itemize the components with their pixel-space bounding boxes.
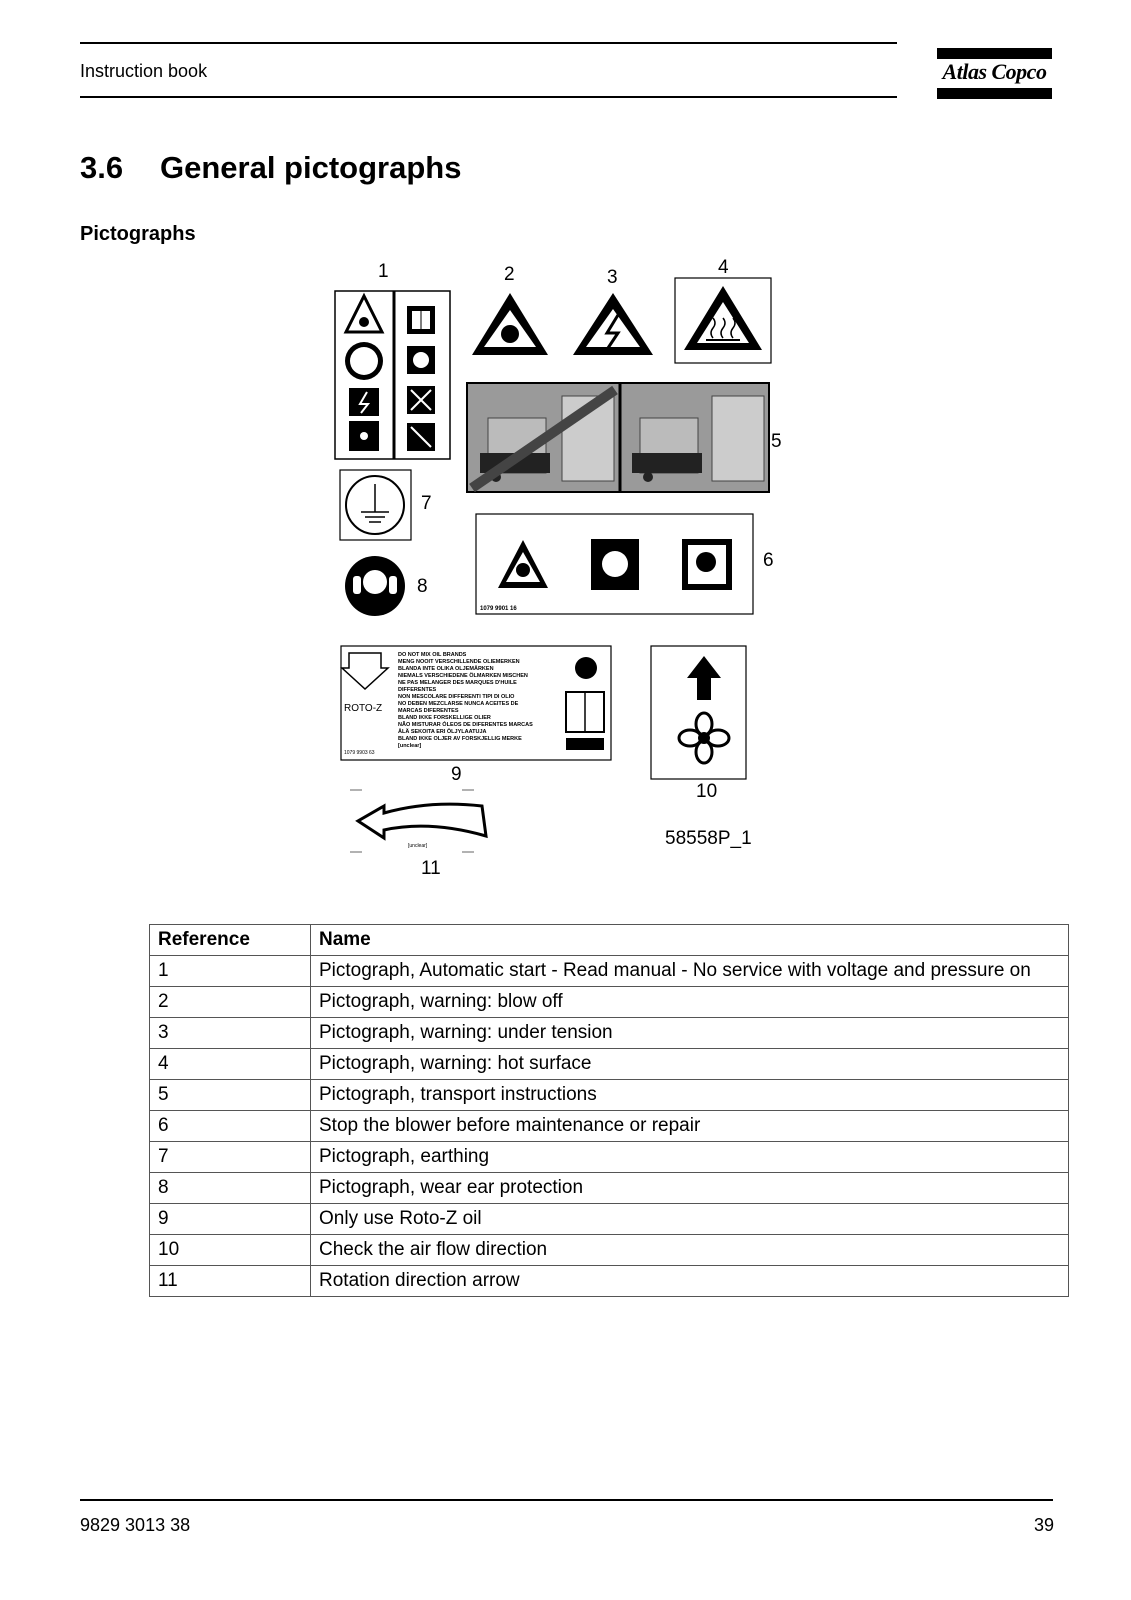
header-bottom-rule [80,96,897,98]
table-row [150,1266,1069,1297]
svg-text:NON MESCOLARE DIFFERENTI TIPI: NON MESCOLARE DIFFERENTI TIPI DI OLIO [398,694,515,700]
label9-oil-text: ROTO-Z [344,703,383,714]
figure-label-5: 5 [771,431,782,452]
table-row [150,1018,1069,1049]
figure-label-4: 4 [718,257,729,278]
table-row [150,1142,1069,1173]
table-header-row [150,925,1069,956]
table-row [150,1111,1069,1142]
reference-cell: 6 [150,1111,311,1142]
reference-cell: 4 [150,1049,311,1080]
pictograph-figure [320,258,820,908]
column-header-name: Name [311,925,1069,956]
header-label: Instruction book [80,61,208,81]
svg-text:NIEMALS VERSCHIEDENE ÖLMARKEN: NIEMALS VERSCHIEDENE ÖLMARKEN MISCHEN [398,673,528,679]
pictograph-6 [476,514,753,614]
svg-text:DO NOT MIX OIL BRANDS: DO NOT MIX OIL BRANDS [398,652,467,658]
svg-text:NO DEBEN MEZCLARSE NUNCA ACEIT: NO DEBEN MEZCLARSE NUNCA ACEITES DE [398,701,519,707]
svg-text:NE PAS MELANGER DES MARQUES D': NE PAS MELANGER DES MARQUES D'HUILE [398,680,517,686]
pictograph-9 [341,646,611,760]
table-row [150,1049,1069,1080]
svg-text:[unclear]: [unclear] [398,743,422,749]
table-row [150,987,1069,1018]
svg-text:ÄLÄ SEKOITA ERI ÖLJYLAATUJA: ÄLÄ SEKOITA ERI ÖLJYLAATUJA [398,729,487,735]
table-row [150,956,1069,987]
pictograph-8 [345,556,405,616]
reference-cell: 8 [150,1173,311,1204]
figure-label-1: 1 [378,261,389,282]
reference-cell: 7 [150,1142,311,1173]
brand-name: Atlas Copco [942,59,1047,84]
pictograph-drawing [320,258,820,908]
name-cell: Pictograph, Automatic start - Read manual - No service with voltage and pressure on [311,956,1069,987]
label11-code: [unclear] [408,843,428,849]
figure-code: 58558P_1 [665,828,752,849]
reference-cell: 10 [150,1235,311,1266]
header-top-rule [80,42,897,44]
pictograph-4 [675,278,771,363]
svg-text:NÃO MISTURAR ÓLEOS DE DIFERENT: NÃO MISTURAR ÓLEOS DE DIFERENTES MARCAS [398,722,533,728]
table-row [150,1173,1069,1204]
table-row [150,1080,1069,1111]
figure-label-10: 10 [696,781,718,802]
column-header-reference: Reference [150,925,311,956]
logo-top-bar [937,48,1052,59]
subsection-heading: Pictographs [80,223,196,245]
section-number: 3.6 [80,150,124,185]
name-cell: Rotation direction arrow [311,1266,1069,1297]
reference-cell: 2 [150,987,311,1018]
pictograph-11 [350,790,493,852]
name-cell: Pictograph, earthing [311,1142,1069,1173]
table-row [150,1204,1069,1235]
figure-label-7: 7 [421,493,432,514]
reference-cell: 9 [150,1204,311,1235]
svg-text:MENG NOOIT VERSCHILLENDE OLIEM: MENG NOOIT VERSCHILLENDE OLIEMERKEN [398,659,520,665]
reference-cell: 5 [150,1080,311,1111]
document-number: 9829 3013 38 [80,1515,191,1535]
svg-text:BLAND IKKE OLJER AV FORSKJELLI: BLAND IKKE OLJER AV FORSKJELLIG MERKE [398,736,522,742]
table-row [150,1235,1069,1266]
name-cell: Pictograph, warning: under tension [311,1018,1069,1049]
name-cell: Pictograph, warning: blow off [311,987,1069,1018]
figure-label-2: 2 [504,264,515,285]
figure-label-8: 8 [417,576,428,597]
label9-code: 1079 9903 63 [344,750,375,756]
svg-text:BLAND IKKE FORSKELLIGE OLIER: BLAND IKKE FORSKELLIGE OLIER [398,715,491,721]
footer-rule [80,1499,1053,1501]
logo-bottom-bar [937,88,1052,99]
reference-cell: 1 [150,956,311,987]
pictograph-10 [651,646,746,779]
svg-text:MARCAS DIFERENTES: MARCAS DIFERENTES [398,708,459,714]
name-cell: Check the air flow direction [311,1235,1069,1266]
pictograph-reference-table [149,924,1069,1297]
pictograph-1 [335,291,450,459]
svg-text:BLANDA INTE OLIKA OLJEMÄRKEN: BLANDA INTE OLIKA OLJEMÄRKEN [398,666,494,672]
figure-label-9: 9 [451,764,462,785]
pictograph-7 [340,470,411,540]
pictograph-2 [472,293,548,355]
reference-cell: 11 [150,1266,311,1297]
svg-text:DIFFERENTES: DIFFERENTES [398,687,437,693]
label6-code: 1079 9901 16 [480,606,517,612]
name-cell: Pictograph, wear ear protection [311,1173,1069,1204]
reference-cell: 3 [150,1018,311,1049]
name-cell: Only use Roto-Z oil [311,1204,1069,1235]
page-number: 39 [1033,1515,1054,1535]
figure-label-6: 6 [763,550,774,571]
figure-label-3: 3 [607,267,618,288]
pictograph-3 [573,293,653,355]
name-cell: Pictograph, transport instructions [311,1080,1069,1111]
name-cell: Stop the blower before maintenance or repair [311,1111,1069,1142]
section-heading [80,150,461,186]
section-title: General pictographs [160,150,462,185]
pictograph-5 [467,383,769,492]
name-cell: Pictograph, warning: hot surface [311,1049,1069,1080]
figure-label-11: 11 [421,858,441,879]
